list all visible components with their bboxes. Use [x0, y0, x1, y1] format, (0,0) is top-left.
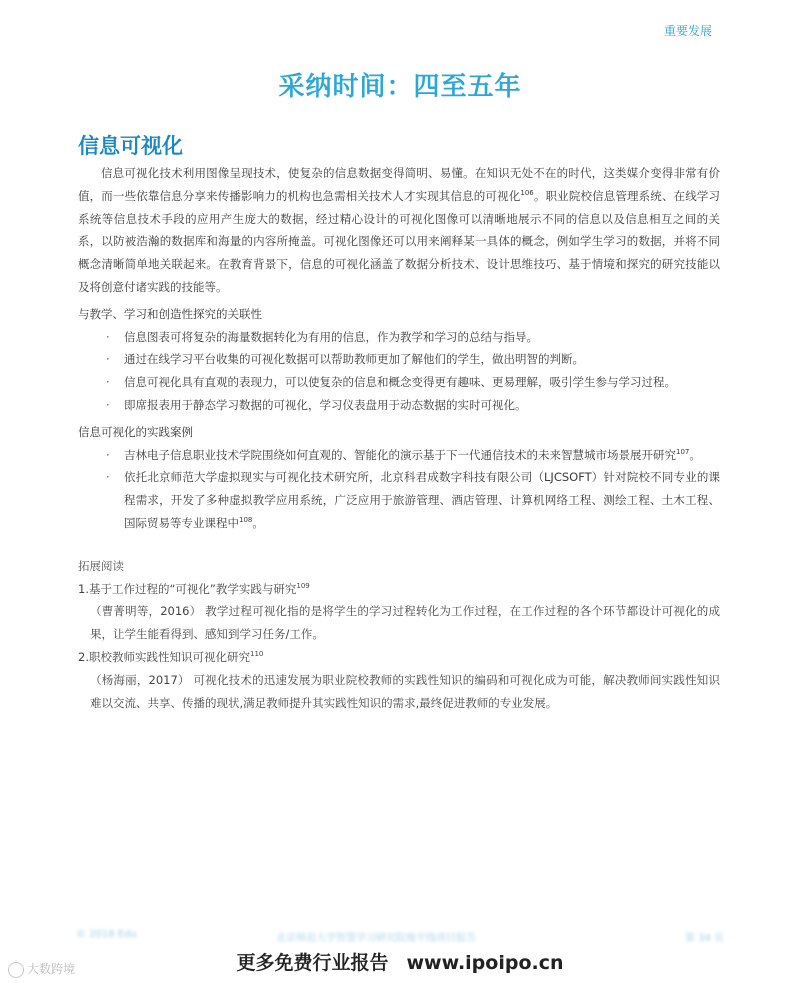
page-footer [76, 929, 724, 943]
list-item: · 信息可视化具有直观的表现力，可以使复杂的信息和概念变得更有趣味、更易理解，吸引学生参与学习过程。 [124, 371, 720, 394]
list-item: · 通过在线学习平台收集的可视化数据可以帮助教师更加了解他们的学生，做出明智的判断。 [124, 348, 720, 371]
reference-title [78, 646, 720, 669]
reference-label: 1.基于工作过程的“可视化”教学实践与研究 [78, 581, 297, 596]
list-item [124, 466, 720, 534]
intro-paragraph [78, 162, 720, 299]
relevance-list [78, 326, 720, 417]
case-text: 吉林电子信息职业技术学院围绕如何直观的、智能化的演示基于下一代通信技术的未来智慧城市场景展开研究 [124, 447, 676, 462]
cases-heading: 信息可视化的实践案例 [78, 424, 193, 439]
further-reading-title: 拓展阅读 [78, 558, 124, 573]
watermark [8, 960, 75, 978]
page-title: 采纳时间：四至五年 [278, 72, 522, 102]
section-title: 信息可视化 [78, 134, 183, 158]
promo-text: 更多免费行业报告 [236, 952, 389, 974]
further-reading [78, 555, 720, 715]
footer-copyright: © 2018 Edu [76, 929, 137, 940]
intro-text-1: 信息可视化技术利用图像呈现技术，使复杂的信息数据变得简明、易懂。在知识无处不在的时代，这类媒介变得非常有价值，而一些依靠信息分享来传播影响力的机构也急需相关技术人才实现其信息的可视化 [78, 166, 720, 203]
relevance-heading: 与教学、学习和创造性探究的关联性 [78, 306, 262, 321]
watermark-logo-icon [8, 962, 24, 978]
promo-banner [0, 948, 800, 986]
case-end: 。 [689, 447, 701, 462]
footnote-ref: 110 [249, 650, 264, 659]
footnote-ref: 106 [520, 188, 534, 197]
cases-list [78, 444, 720, 535]
intro-text-2: 。职业院校信息管理系统、在线学习系统等信息技术手段的应用产生庞大的数据，经过精心设计的可视化图像可以清晰地展示不同的信息以及信息相互之间的关系，以防被浩瀚的数据库和海量的内容所掩盖。可视化图像还可以用来阐释某一具体的概念，例如学生学习的数据，并将不同概念清晰简单地关联起来。在教育背景下，信息的可视化涵盖了数据分析技术、设计思维技巧、基于情境和探究的研究技能以及将创意付诸实践的技能等。 [78, 188, 721, 294]
case-end: 。 [252, 515, 264, 530]
main-content [78, 162, 720, 714]
case-text: 依托北京师范大学虚拟现实与可视化技术研究所，北京科君成数字科技有限公司（LJCSOFT）针对院校不同专业的课程需求，开发了多种虚拟教学应用系统，广泛应用于旅游管理、酒店管理、计算机网络工程、测绘工程、土木工程、国际贸易等专业课程中 [124, 470, 720, 530]
footer-report-name: 北京师范大学智慧学习研究院地平线项目报告 [276, 933, 476, 943]
reference-body: （杨海丽，2017） 可视化技术的迅速发展为职业院校教师的实践性知识的编码和可视化成为可能，解决教师间实践性知识难以交流、共享、传播的现状,满足教师提升其实践性知识的需求,最终促进教师的专业发展。 [90, 672, 720, 710]
footnote-ref: 108 [239, 516, 253, 525]
promo-link[interactable]: www.ipoipo.cn [406, 952, 564, 974]
list-item [124, 444, 720, 467]
footnote-ref: 107 [676, 447, 690, 456]
footnote-ref: 109 [296, 581, 310, 590]
header-section-tag: 重要发展 [663, 24, 712, 38]
footer-page-number: 第 34 页 [684, 933, 724, 943]
list-item: · 信息图表可将复杂的海量数据转化为有用的信息，作为教学和学习的总结与指导。 [124, 326, 720, 349]
reference-title [78, 578, 720, 601]
list-item: · 即席报表用于静态学习数据的可视化，学习仪表盘用于动态数据的实时可视化。 [124, 394, 720, 417]
reference-label: 2.职校教师实践性知识可视化研究 [78, 649, 250, 664]
reference-body: （曹菁明等，2016） 教学过程可视化指的是将学生的学习过程转化为工作过程，在工作过程的各个环节都设计可视化的成果，让学生能看得到、感知到学习任务/工作。 [90, 604, 720, 642]
watermark-text: 大数跨境 [27, 962, 76, 976]
